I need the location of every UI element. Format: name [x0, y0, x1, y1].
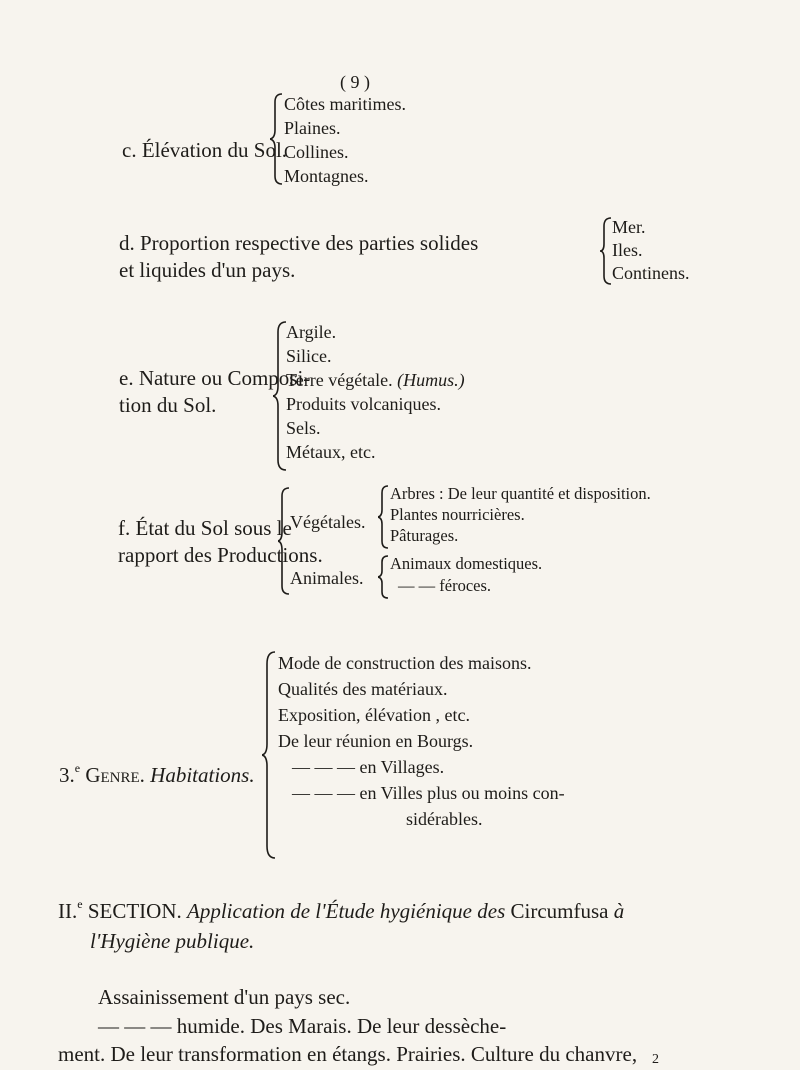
- e-list: [286, 320, 465, 464]
- d-line1: d. Proportion respective des parties solides: [119, 231, 479, 255]
- page-number: ( 9 ): [340, 72, 370, 92]
- genre3-item: — — — en Villes plus ou moins con-: [292, 783, 565, 803]
- section-sup: e: [77, 897, 83, 911]
- genre3-heading: [59, 763, 255, 788]
- section-title-part3: à: [613, 899, 625, 923]
- body-line1: Assainissement d'un pays sec.: [98, 985, 351, 1009]
- section-title-part2: Circumfusa: [510, 899, 609, 923]
- section-word: SECTION.: [87, 899, 182, 923]
- e-item: Métaux, etc.: [286, 442, 376, 462]
- f-line2: rapport des Productions.: [118, 543, 323, 567]
- d-line2: et liquides d'un pays.: [119, 258, 296, 282]
- genre3-item: Exposition, élévation , etc.: [278, 705, 470, 725]
- e-item: Produits volcaniques.: [286, 394, 441, 414]
- e-item: Silice.: [286, 346, 332, 366]
- f-vegetales-label: Végétales.: [290, 512, 366, 532]
- genre3-title: Habitations.: [150, 763, 255, 787]
- f-vegetales-item: Pâturages.: [390, 526, 459, 545]
- d-item: Iles.: [612, 240, 643, 260]
- genre3-item: Qualités des matériaux.: [278, 679, 448, 699]
- f-animales-label: Animales.: [290, 568, 364, 588]
- f-vegetales-item: Plantes nourricières.: [390, 505, 525, 524]
- genre3-genre: Genre.: [85, 763, 145, 787]
- e-item: Argile.: [286, 322, 337, 342]
- f-animales-list: [390, 553, 542, 597]
- genre3-item: Mode de construction des maisons.: [278, 653, 532, 673]
- section-heading-line1: [58, 899, 624, 924]
- e-item-text: Terre végétale.: [286, 370, 393, 390]
- section-num: II.: [58, 899, 78, 923]
- c-item: Plaines.: [284, 118, 341, 138]
- d-list: [612, 216, 690, 285]
- body-line2: — — — humide. Des Marais. De leur dessèche-: [98, 1014, 507, 1038]
- c-item: Montagnes.: [284, 166, 369, 186]
- c-list: [284, 92, 406, 188]
- d-item: Continens.: [612, 263, 690, 283]
- genre3-item: sidérables.: [406, 809, 483, 829]
- c-item: Collines.: [284, 142, 349, 162]
- section-title-part1: Application de l'Étude hygiénique des: [187, 899, 506, 923]
- d-item: Mer.: [612, 217, 646, 237]
- body-line3: ment. De leur transformation en étangs. Prairies. Culture du chanvre,: [58, 1042, 638, 1066]
- genre3-item: De leur réunion en Bourgs.: [278, 731, 474, 751]
- genre3-brace: [262, 650, 278, 860]
- f-animales-brace: [378, 554, 390, 600]
- e-item: [286, 368, 465, 392]
- e-item-humus: (Humus.): [397, 370, 465, 390]
- e-item: Sels.: [286, 418, 321, 438]
- e-line1: e. Nature ou Composi-: [119, 366, 311, 390]
- f-animales-item: Animaux domestiques.: [390, 554, 543, 573]
- f-line1: f. État du Sol sous le: [118, 516, 292, 540]
- genre3-item: — — — en Villages.: [292, 757, 445, 777]
- f-vegetales-brace: [378, 484, 390, 550]
- f-vegetales-item: Arbres : De leur quantité et disposition.: [390, 484, 651, 503]
- section-title-line2: l'Hygiène publique.: [90, 929, 255, 953]
- signature-mark: 2: [652, 1052, 659, 1067]
- f-vegetales-list: [390, 483, 651, 546]
- genre3-num: 3.: [59, 763, 75, 787]
- genre3-list: [278, 650, 565, 832]
- section-heading-line2: [90, 929, 254, 954]
- genre3-sup: e: [74, 761, 81, 775]
- c-label: c. Élévation du Sol.: [122, 138, 288, 162]
- f-animales-item: — — féroces.: [398, 576, 492, 595]
- e-line2: tion du Sol.: [119, 393, 217, 417]
- c-item: Côtes maritimes.: [284, 94, 406, 114]
